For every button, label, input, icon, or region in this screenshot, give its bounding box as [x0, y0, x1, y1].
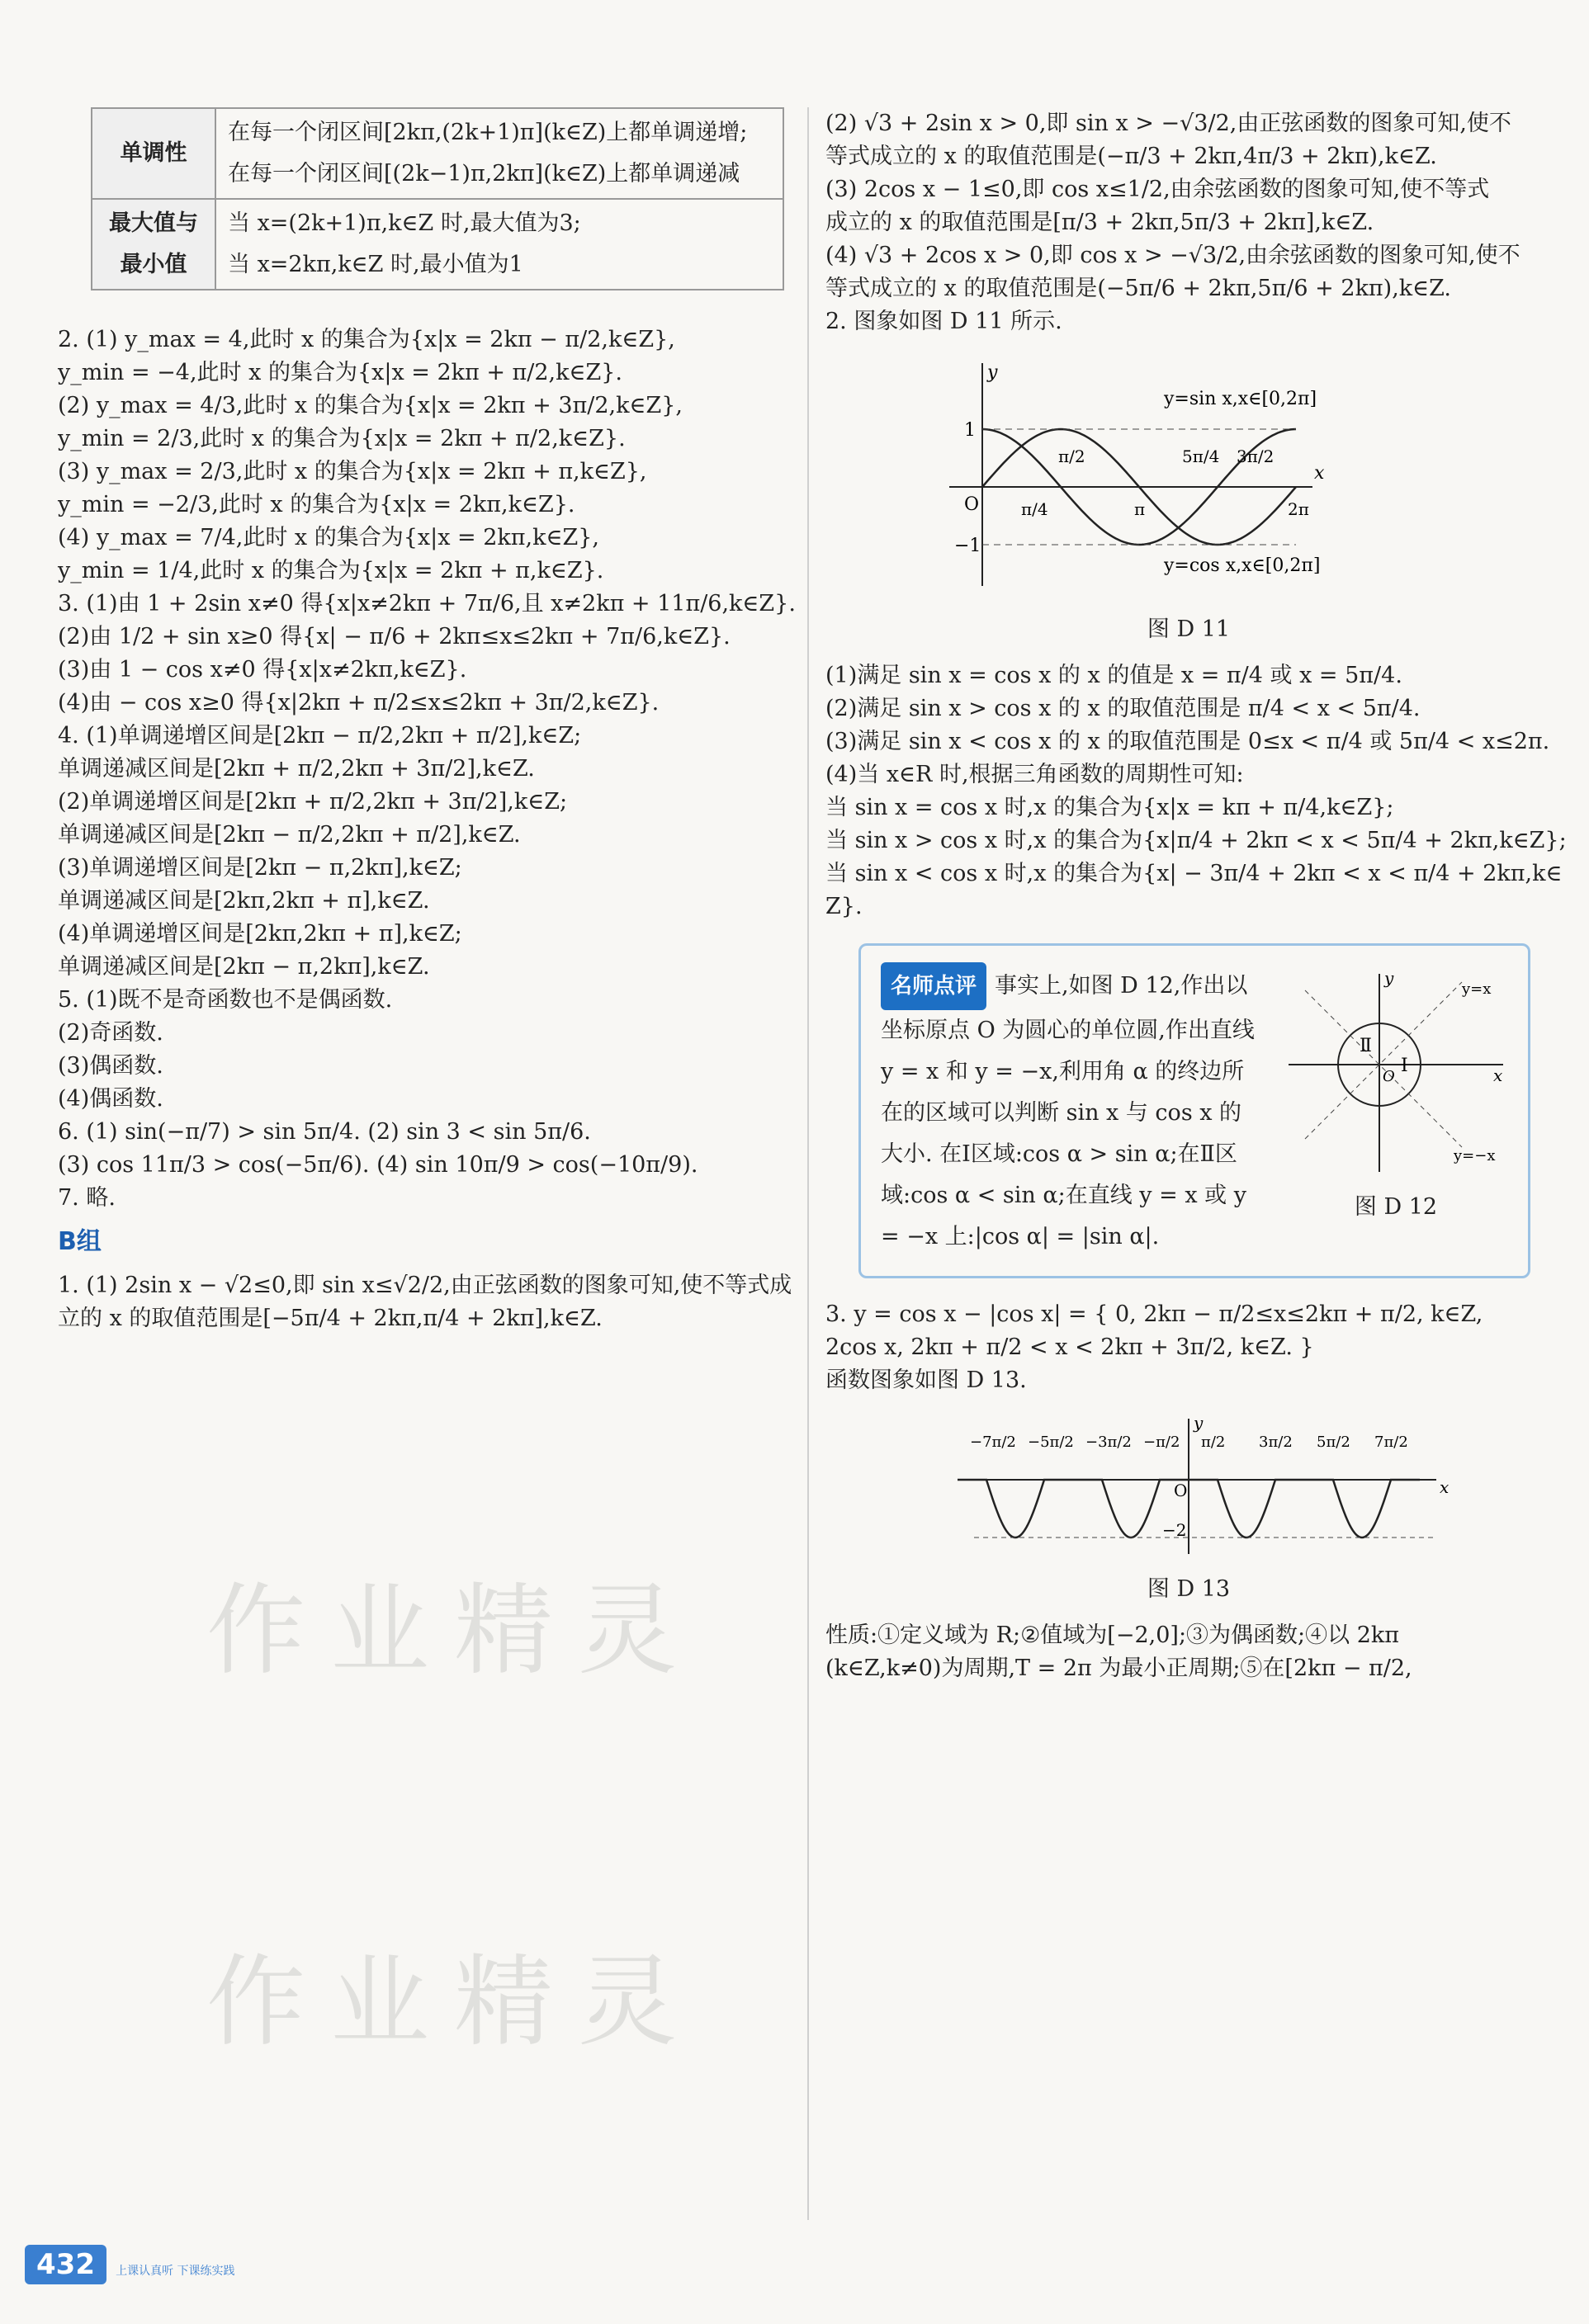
answer-line: 函数图象如图 D 13.	[825, 1367, 1027, 1393]
tick-label-pi-4: π/4	[1021, 499, 1048, 519]
table-cell	[215, 108, 783, 199]
tick-label-2pi: 2π	[1288, 499, 1309, 519]
answer-line: (k∈Z,k≠0)为周期,T = 2π 为最小正周期;⑤在[2kπ − π/2,	[825, 1656, 1412, 1681]
answer-line: (2)满足 sin x > cos x 的 x 的取值范围是 π/4 < x < 5π/4.	[825, 696, 1421, 721]
answer-line: (3)满足 sin x < cos x 的 x 的取值范围是 0≤x < π/4 或 5π/4 < x≤2π.	[825, 729, 1550, 754]
y-axis-label: y	[987, 362, 998, 383]
answer-lines-left	[58, 324, 796, 1215]
tick-label-neg-two: −2	[1162, 1520, 1187, 1540]
answer-line: (3) 2cos x − 1≤0,即 cos x≤1/2,由余弦函数的图象可知,使不等式	[825, 177, 1490, 202]
figure-d12	[1280, 966, 1511, 1237]
answer-line: (3) y_max = 2/3,此时 x 的集合为{x|x = 2kπ + π,k∈Z},	[58, 459, 647, 484]
answer-line: 当 sin x > cos x 时,x 的集合为{x|π/4 + 2kπ < x < 5π/4 + 2kπ,k∈Z};	[825, 828, 1567, 853]
answer-line: (1)满足 sin x = cos x 的 x 的值是 x = π/4 或 x = 5π/4.	[825, 663, 1402, 688]
answer-line: 立的 x 的取值范围是[−5π/4 + 2kπ,π/4 + 2kπ],k∈Z.	[58, 1306, 603, 1331]
answer-line: (4)偶函数.	[58, 1086, 163, 1112]
line-y-equals-x	[1305, 982, 1462, 1139]
answer-line: (4)由 − cos x≥0 得{x|2kπ + π/2≤x≤2kπ + 3π/2,k∈Z}.	[58, 690, 660, 716]
teacher-note-text	[881, 962, 1260, 1258]
right-column	[825, 107, 1567, 1685]
tick-label-5pi-4: 5π/4	[1182, 446, 1220, 466]
answer-line: 成立的 x 的取值范围是[π/3 + 2kπ,5π/3 + 2kπ],k∈Z.	[825, 210, 1374, 235]
answer-line: 2. 图象如图 D 11 所示.	[825, 309, 1062, 334]
answer-line: (2) √3 + 2sin x > 0,即 sin x > −√3/2,由正弦函数的图象可知,使不	[825, 111, 1511, 136]
figure-d11-caption: 图 D 11	[1147, 616, 1231, 642]
answer-lines-right-b	[825, 659, 1567, 923]
answer-lines-right-a	[825, 107, 1552, 338]
answer-line: (2)奇函数.	[58, 1020, 163, 1046]
answer-line: 4. (1)单调递增区间是[2kπ − π/2,2kπ + π/2],k∈Z;	[58, 723, 582, 749]
answer-line: y_min = −4,此时 x 的集合为{x|x = 2kπ + π/2,k∈Z}.	[58, 360, 623, 385]
y-axis-label: y	[1384, 968, 1394, 988]
table-cell	[215, 199, 783, 290]
answer-line: 单调递减区间是[2kπ − π/2,2kπ + π/2],k∈Z.	[58, 822, 521, 848]
answer-line: 当 sin x = cos x 时,x 的集合为{x|x = kπ + π/4,k∈Z};	[825, 795, 1394, 820]
tick-label-one: 1	[964, 420, 976, 441]
answer-line: (3) cos 11π/3 > cos(−5π/6). (4) sin 10π/9 > cos(−10π/9).	[58, 1152, 698, 1178]
teacher-note-box	[858, 943, 1530, 1278]
figure-d13	[825, 1414, 1552, 1603]
figure-d12-graph	[1280, 966, 1511, 1180]
answer-line: 性质:①定义域为 R;②值域为[−2,0];③为偶函数;④以 2kπ	[825, 1623, 1399, 1648]
tick-label: −3π/2	[1085, 1434, 1132, 1451]
answer-line: y_min = 2/3,此时 x 的集合为{x|x = 2kπ + π/2,k∈Z}.	[58, 426, 626, 451]
answer-line: 当 sin x < cos x 时,x 的集合为{x| − 3π/4 + 2kπ < x < π/4 + 2kπ,k∈	[825, 861, 1563, 886]
answer-line: 2. (1) y_max = 4,此时 x 的集合为{x|x = 2kπ − π/2,k∈Z},	[58, 327, 675, 352]
page-number: 432	[25, 2245, 106, 2284]
tick-label-pi: π	[1134, 499, 1146, 519]
figure-d11	[825, 355, 1552, 643]
answer-line: (4)单调递增区间是[2kπ,2kπ + π],k∈Z;	[58, 921, 462, 947]
table-cell-line: 在每一个闭区间[(2k−1)π,2kπ](k∈Z)上都单调递减	[228, 161, 740, 187]
section-heading-b-group: B组	[58, 1227, 102, 1256]
answer-line: 等式成立的 x 的取值范围是(−π/3 + 2kπ,4π/3 + 2kπ),k∈Z.	[825, 144, 1437, 169]
figure-d12-caption: 图 D 12	[1354, 1194, 1438, 1220]
table-header-cell: 最大值与最小值	[92, 199, 215, 290]
answer-line: 等式成立的 x 的取值范围是(−5π/6 + 2kπ,5π/6 + 2kπ),k∈Z.	[825, 276, 1452, 301]
answer-line: 单调递减区间是[2kπ,2kπ + π],k∈Z.	[58, 888, 430, 914]
tick-label-pi-2: π/2	[1058, 446, 1085, 466]
answer-line: (4) √3 + 2cos x > 0,即 cos x > −√3/2,由余弦函数的图象可知,使不	[825, 243, 1520, 268]
tick-label-neg-one: −1	[954, 536, 981, 556]
answer-lines-right-d	[825, 1619, 1552, 1685]
answer-line: 7. 略.	[58, 1185, 116, 1211]
answer-line: 1. (1) 2sin x − √2≤0,即 sin x≤√2/2,由正弦函数的图象可知,使不等式成	[58, 1273, 792, 1298]
table-cell-line: 当 x=2kπ,k∈Z 时,最小值为1	[228, 252, 523, 277]
answer-line: (3)偶函数.	[58, 1053, 163, 1079]
tick-label: π/2	[1201, 1434, 1226, 1451]
answer-line: (4) y_max = 7/4,此时 x 的集合为{x|x = 2kπ,k∈Z},	[58, 525, 599, 550]
column-divider	[807, 107, 809, 2220]
answer-line: Z}.	[825, 894, 863, 919]
table-header-cell: 单调性	[92, 108, 215, 199]
answer-line: (4)当 x∈R 时,根据三角函数的周期性可知:	[825, 762, 1244, 787]
left-column	[58, 107, 796, 1335]
answer-line: 3. (1)由 1 + 2sin x≠0 得{x|x≠2kπ + 7π/6,且 x≠2kπ + 11π/6,k∈Z}.	[58, 591, 796, 616]
region-label-1: Ⅰ	[1401, 1056, 1408, 1076]
x-axis-label: x	[1493, 1065, 1503, 1085]
figure-d11-graph	[825, 355, 1552, 602]
teacher-note-body: 事实上,如图 D 12,作出以坐标原点 O 为圆心的单位圆,作出直线 y = x 和 y = −x,利用角 α 的终边所在的区域可以判断 sin x 与 cos x 的大小. 在Ⅰ区域:cos α > sin α;在Ⅱ区域:cos α < sin α;在直线 y = x 或 y = −x 上:|cos α| = |sin α|.	[881, 973, 1255, 1249]
answer-line: y_min = −2/3,此时 x 的集合为{x|x = 2kπ,k∈Z}.	[58, 492, 575, 517]
x-axis-label: x	[1314, 463, 1325, 484]
figure-d13-graph	[825, 1414, 1552, 1562]
table-cell-line: 当 x=(2k+1)π,k∈Z 时,最大值为3;	[228, 210, 581, 236]
watermark: 作业精灵	[206, 1945, 702, 2060]
page-footer	[25, 2245, 235, 2284]
table-row	[92, 108, 783, 199]
sin-curve-label: y=sin x,x∈[0,2π]	[1164, 389, 1317, 409]
answer-lines-b-group	[58, 1269, 792, 1335]
tick-label: −7π/2	[970, 1434, 1016, 1451]
answer-line: (2)由 1/2 + sin x≥0 得{x| − π/6 + 2kπ≤x≤2kπ + 7π/6,k∈Z}.	[58, 624, 731, 649]
answer-line: 5. (1)既不是奇函数也不是偶函数.	[58, 987, 393, 1013]
teacher-note-badge: 名师点评	[881, 962, 986, 1010]
x-axis-label: x	[1440, 1477, 1449, 1497]
line-label-y-x: y=x	[1462, 980, 1492, 998]
answer-line: 3. y = cos x − |cos x| = { 0, 2kπ − π/2≤x≤2kπ + π/2, k∈Z,	[825, 1301, 1483, 1327]
origin-label: O	[1383, 1068, 1395, 1085]
answer-line: 单调递减区间是[2kπ + π/2,2kπ + 3π/2],k∈Z.	[58, 756, 535, 782]
origin-label: O	[964, 494, 980, 515]
tick-label: 5π/2	[1317, 1434, 1350, 1451]
answer-line: (3)单调递增区间是[2kπ − π,2kπ],k∈Z;	[58, 855, 462, 881]
figure-d13-caption: 图 D 13	[1147, 1576, 1231, 1602]
tick-label: 3π/2	[1259, 1434, 1293, 1451]
line-label-y-neg-x: y=−x	[1454, 1147, 1496, 1164]
y-axis-label: y	[1194, 1414, 1204, 1433]
answer-line: y_min = 1/4,此时 x 的集合为{x|x = 2kπ + π,k∈Z}.	[58, 558, 604, 583]
answer-line: (3)由 1 − cos x≠0 得{x|x≠2kπ,k∈Z}.	[58, 657, 467, 683]
answer-line: (2)单调递增区间是[2kπ + π/2,2kπ + 3π/2],k∈Z;	[58, 789, 568, 815]
footer-slogan: 上课认真听 下课练实践	[116, 2264, 235, 2278]
cos-curve-label: y=cos x,x∈[0,2π]	[1164, 555, 1321, 576]
answer-line: (2) y_max = 4/3,此时 x 的集合为{x|x = 2kπ + 3π/2,k∈Z},	[58, 393, 683, 418]
region-label-2: Ⅱ	[1360, 1036, 1372, 1056]
table-cell-line: 在每一个闭区间[2kπ,(2k+1)π](k∈Z)上都单调递增;	[228, 120, 748, 145]
tick-label-3pi-2: 3π/2	[1237, 446, 1275, 466]
tick-label: −5π/2	[1028, 1434, 1074, 1451]
answer-lines-right-c	[825, 1298, 1552, 1397]
tick-label: 7π/2	[1374, 1434, 1408, 1451]
answer-line: 6. (1) sin(−π/7) > sin 5π/4. (2) sin 3 < sin 5π/6.	[58, 1119, 591, 1145]
origin-label: O	[1174, 1481, 1188, 1500]
answer-line: 单调递减区间是[2kπ − π,2kπ],k∈Z.	[58, 954, 430, 980]
property-table	[91, 107, 784, 290]
tick-label: −π/2	[1143, 1434, 1180, 1451]
watermark: 作业精灵	[206, 1574, 702, 1689]
answer-line: 2cos x, 2kπ + π/2 < x < 2kπ + 3π/2, k∈Z. }	[825, 1334, 1314, 1360]
table-row	[92, 199, 783, 290]
